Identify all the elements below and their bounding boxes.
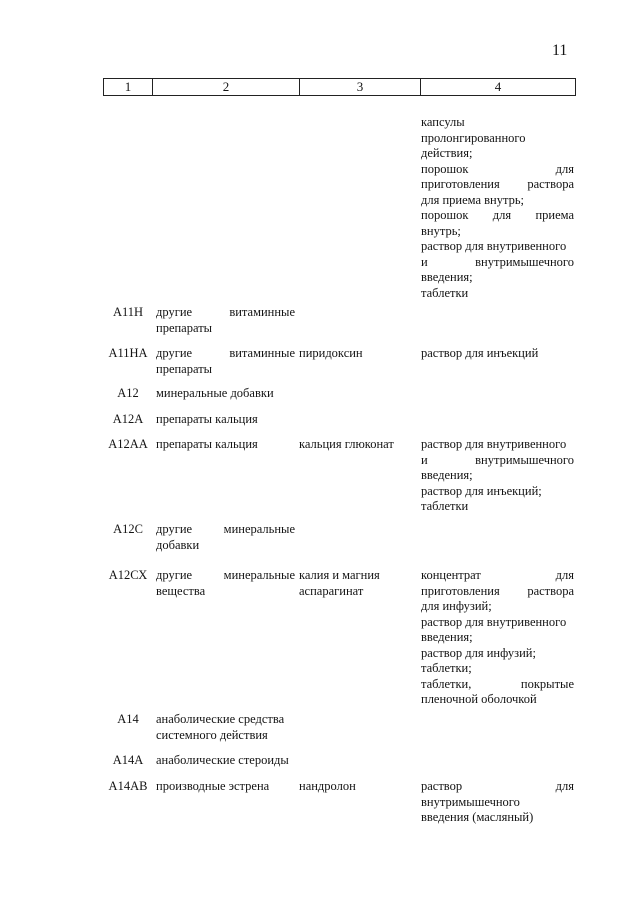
dosage-forms	[421, 437, 574, 515]
text-line	[421, 162, 574, 178]
atc-code: А12СХ	[108, 568, 148, 582]
text-word: введения (масляный)	[421, 810, 534, 824]
text-word: минеральные	[223, 568, 295, 582]
text-word: порошок	[421, 208, 469, 222]
text-line	[421, 177, 574, 193]
text-word: порошок	[421, 161, 469, 176]
text-line	[421, 286, 574, 302]
text-line	[421, 584, 574, 600]
atc-code: А11НА	[108, 346, 148, 360]
text-word: введения;	[421, 630, 473, 644]
text-word: и	[421, 254, 428, 269]
text-word: концентрат	[421, 568, 481, 582]
anatomical-group	[156, 437, 295, 453]
text-word: для	[555, 779, 574, 793]
text-word: приготовления	[421, 177, 500, 191]
text-word: препараты	[156, 361, 213, 376]
text-word: действия;	[421, 146, 473, 160]
atc-code: А14А	[112, 753, 144, 767]
text-word: аспарагинат	[299, 583, 364, 598]
text-word: витаминные	[229, 305, 295, 319]
text-word: раствор для внутривенного	[421, 437, 567, 451]
atc-code: А12АА	[108, 437, 148, 451]
header-col-3: 3	[300, 79, 421, 95]
text-line	[421, 677, 574, 693]
text-word: введения;	[421, 270, 473, 284]
text-word: для	[492, 208, 512, 222]
atc-code: А11Н	[112, 305, 144, 319]
text-word: минеральные добавки	[156, 386, 274, 400]
text-line	[156, 538, 295, 554]
text-line	[421, 270, 574, 286]
text-word: другие	[156, 346, 193, 360]
text-word: препараты кальция	[156, 412, 258, 426]
text-line	[156, 321, 295, 337]
text-line	[421, 499, 574, 515]
text-word: для	[555, 568, 574, 582]
text-word: препараты	[156, 320, 213, 335]
atc-code: А12А	[112, 412, 144, 426]
atc-code: А14АВ	[108, 779, 148, 793]
text-line	[156, 779, 295, 795]
anatomical-group	[156, 779, 295, 795]
text-word: нандролон	[299, 779, 356, 793]
text-word: внутрь;	[421, 223, 461, 238]
drug-name	[299, 779, 419, 795]
anatomical-group	[156, 753, 295, 769]
dosage-forms	[421, 568, 574, 708]
page-number: 11	[552, 42, 568, 59]
text-line	[421, 193, 574, 209]
text-line	[421, 568, 574, 584]
text-word: пиридоксин	[299, 346, 363, 360]
text-word: калия и магния	[299, 568, 380, 582]
text-word: раствор для инъекций;	[421, 483, 542, 498]
text-line	[421, 468, 574, 484]
atc-code: А12	[117, 386, 139, 400]
text-line	[299, 346, 419, 362]
drug-name	[299, 568, 419, 599]
text-word: внутримышечного	[421, 794, 520, 809]
text-line	[421, 437, 574, 453]
text-line	[421, 115, 574, 131]
text-word: системного действия	[156, 727, 268, 742]
text-line	[156, 412, 295, 428]
text-line	[421, 146, 574, 162]
text-line	[299, 584, 419, 600]
text-line	[156, 305, 295, 321]
dosage-forms-continued	[421, 115, 574, 301]
header-col-1: 1	[104, 79, 153, 95]
text-word: раствор для инфузий;	[421, 645, 536, 660]
anatomical-group	[156, 346, 295, 377]
text-word: другие	[156, 522, 193, 536]
text-word: раствор для внутривенного	[421, 614, 567, 629]
text-word: раствор для инъекций	[421, 346, 539, 360]
header-col-2: 2	[153, 79, 300, 95]
text-line	[421, 630, 574, 646]
text-line	[156, 712, 295, 728]
text-line	[156, 584, 295, 600]
header-col-4: 4	[494, 79, 502, 94]
text-line	[421, 208, 574, 224]
text-word: и	[421, 452, 428, 467]
text-line	[421, 131, 574, 147]
anatomical-group	[156, 712, 295, 743]
text-word: препараты кальция	[156, 437, 258, 451]
text-word: добавки	[156, 537, 200, 552]
text-word: приема	[535, 208, 574, 222]
text-word: кальция глюконат	[299, 437, 394, 451]
text-line	[421, 453, 574, 469]
text-word: раствора	[527, 177, 574, 191]
text-line	[421, 615, 574, 631]
text-line	[421, 346, 574, 362]
anatomical-group	[156, 522, 295, 553]
text-line	[421, 484, 574, 500]
text-line	[156, 362, 295, 378]
text-word: вещества	[156, 583, 206, 598]
anatomical-group	[156, 305, 295, 336]
text-line	[299, 779, 419, 795]
text-word: раствор	[421, 779, 463, 793]
anatomical-group	[156, 386, 295, 402]
text-line	[421, 779, 574, 795]
text-word: для инфузий;	[421, 599, 492, 613]
text-word: другие	[156, 568, 193, 582]
dosage-forms	[421, 346, 574, 362]
text-word: внутримышечного	[475, 254, 574, 269]
text-word: внутримышечного	[475, 452, 574, 467]
anatomical-group	[156, 412, 295, 428]
text-line	[156, 522, 295, 538]
text-line	[421, 599, 574, 615]
dosage-forms	[421, 779, 574, 826]
table-header	[103, 78, 576, 96]
text-word: таблетки	[421, 499, 469, 513]
atc-code: А12С	[113, 522, 143, 536]
text-word: для приема внутрь;	[421, 192, 525, 207]
text-word: пленочной оболочкой	[421, 692, 537, 706]
text-line	[156, 753, 295, 769]
text-line	[156, 728, 295, 744]
text-word: таблетки;	[421, 661, 472, 675]
text-line	[156, 437, 295, 453]
text-word: минеральные	[223, 522, 295, 536]
text-line	[421, 692, 574, 708]
text-line	[299, 437, 419, 453]
text-line	[421, 224, 574, 240]
text-word: производные эстрена	[156, 779, 270, 793]
drug-name	[299, 437, 419, 453]
text-line	[299, 568, 419, 584]
text-word: покрытые	[520, 676, 574, 691]
text-line	[156, 346, 295, 362]
text-line	[421, 661, 574, 677]
text-word: таблетки	[421, 285, 469, 300]
text-line	[421, 810, 574, 826]
atc-code: А14	[117, 712, 139, 726]
text-word: раствора	[527, 583, 574, 598]
text-line	[421, 795, 574, 811]
text-line	[421, 239, 574, 255]
text-word: другие	[156, 305, 193, 319]
text-word: капсулы	[421, 115, 465, 129]
text-line	[421, 255, 574, 271]
text-word: витаминные	[229, 346, 295, 360]
text-word: пролонгированного	[421, 130, 526, 145]
text-line	[156, 568, 295, 584]
text-word: анаболические средства	[156, 712, 285, 726]
text-word: приготовления	[421, 583, 500, 598]
text-word: анаболические стероиды	[156, 753, 289, 767]
text-word: раствор для внутривенного	[421, 239, 567, 253]
drug-name	[299, 346, 419, 362]
text-line	[156, 386, 295, 402]
text-word: введения;	[421, 468, 473, 482]
anatomical-group	[156, 568, 295, 599]
text-line	[421, 646, 574, 662]
text-word: таблетки,	[421, 676, 472, 691]
text-word: для	[555, 161, 574, 176]
